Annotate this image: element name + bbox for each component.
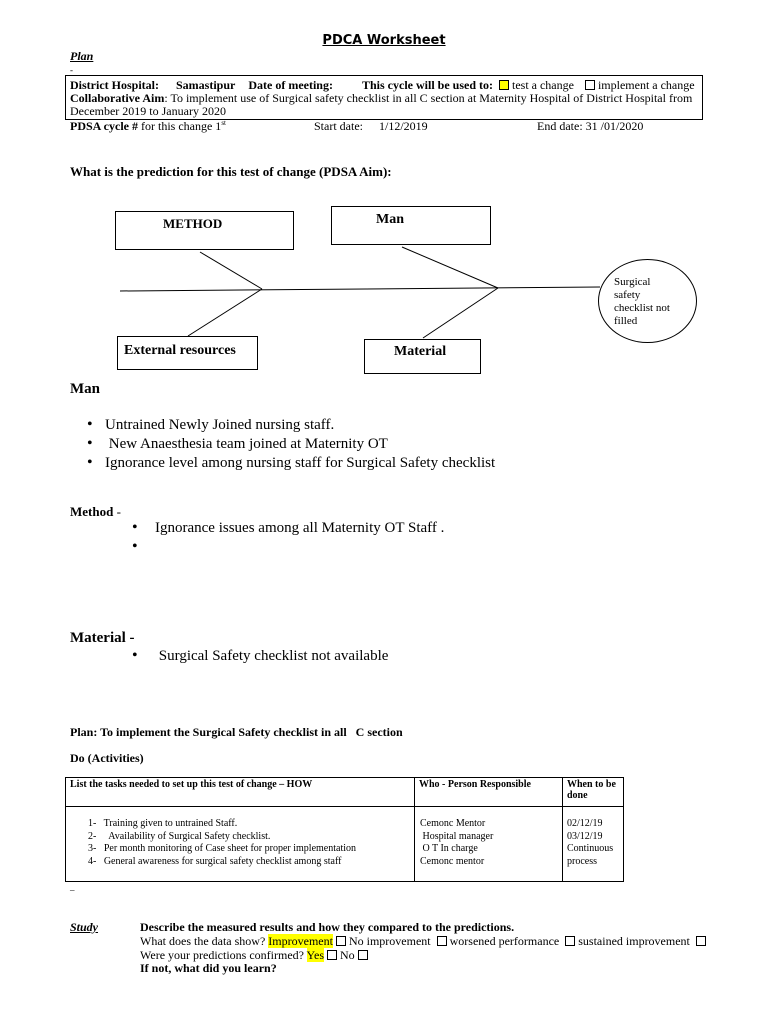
worsened-option: worsened performance (449, 934, 560, 948)
district-label: District Hospital: (70, 78, 159, 92)
do-label: Do (Activities) (70, 751, 144, 765)
external-resources-label: External resources (124, 343, 236, 358)
man-label: Man (376, 212, 404, 227)
effect-line-3: checklist not (614, 302, 670, 314)
sustained-checkbox[interactable] (696, 936, 706, 946)
method-item-1: • Ignorance issues among all Maternity OT Staff . (132, 520, 444, 539)
task-2: 2- Availability of Surgical Safety checklist. (88, 830, 271, 842)
when-cell (563, 807, 624, 882)
prediction-question: What is the prediction for this test of change (PDSA Aim): (70, 164, 392, 179)
material-heading: Material - (70, 630, 135, 646)
end-date: End date: 31 /01/2020 (537, 119, 644, 133)
man-heading: Man (70, 381, 100, 397)
pdsa-text: for this change 1 (141, 119, 222, 133)
man-box (331, 206, 491, 245)
small-dash-2: – (70, 885, 75, 895)
material-box (364, 339, 481, 374)
table-header-row (66, 778, 624, 807)
header-when: When to be done (563, 778, 624, 807)
man-item-2: • New Anaesthesia team joined at Maternity OT (87, 436, 495, 455)
no-checkbox[interactable] (358, 950, 368, 960)
task-4: 4- General awareness for surgical safety checklist among staff (88, 855, 342, 867)
tasks-cell (66, 807, 415, 882)
task-3: 3- Per month monitoring of Case sheet for proper implementation (88, 843, 356, 854)
start-date-value: 1/12/2019 (379, 119, 428, 133)
who-1: Cemonc Mentor (420, 818, 486, 829)
aim-label: Collaborative Aim (70, 91, 165, 105)
study-line-2 (140, 934, 709, 949)
effect-line-4: filled (614, 315, 638, 327)
pdsa-sup: st (221, 119, 226, 127)
material-list (132, 648, 388, 667)
header-tasks: List the tasks needed to set up this test of change – HOW (66, 778, 415, 807)
start-date-label: Start date: (314, 119, 363, 133)
yes-checkbox[interactable] (327, 950, 337, 960)
page-title: PDCA Worksheet (322, 33, 446, 48)
study-label: Study (70, 920, 99, 934)
table-body-row (66, 807, 624, 882)
improvement-option: Improvement (268, 934, 333, 948)
when-2: 03/12/19 (567, 830, 603, 842)
when-1: 02/12/19 (567, 818, 603, 829)
no-improvement-checkbox[interactable] (437, 936, 447, 946)
tasks-table (65, 777, 624, 882)
method-label: METHOD (163, 216, 223, 231)
plan-label: Plan (70, 49, 94, 63)
sustained-option: sustained improvement (578, 934, 690, 948)
method-box (115, 211, 294, 250)
implement-change-label: implement a change (597, 78, 695, 92)
cycle-label: This cycle will be used to: (361, 78, 493, 92)
external-resources-box (117, 336, 258, 370)
method-item-2 (132, 539, 444, 558)
material-label: Material (394, 344, 447, 359)
predictions-question: Were your predictions confirmed? (140, 948, 304, 962)
no-option: No (340, 948, 355, 962)
effect-line-1: Surgical (614, 276, 651, 288)
who-4: Cemonc mentor (420, 855, 485, 867)
aim-line-2: December 2019 to January 2020 (70, 104, 226, 118)
man-item-1: • Untrained Newly Joined nursing staff. (87, 417, 495, 436)
small-dash: - (70, 65, 73, 75)
meeting-label: Date of meeting: (248, 78, 333, 92)
pdsa-label: PDSA cycle # (70, 119, 138, 133)
who-3: O T In charge (420, 843, 478, 854)
plan-line: Plan: To implement the Surgical Safety checklist in all C section (70, 725, 403, 739)
method-heading (70, 504, 121, 520)
man-item-3: • Ignorance level among nursing staff for Surgical Safety checklist (87, 455, 495, 474)
material-item-1: • Surgical Safety checklist not available (132, 648, 388, 667)
aim-text: : To implement use of Surgical safety checklist in all C section at Maternity Hospital of District Hospital from (164, 91, 693, 105)
task-1: 1- Training given to untrained Staff. (88, 818, 238, 829)
yes-option: Yes (306, 948, 324, 962)
no-improvement-option: No improvement (348, 934, 431, 948)
man-list (87, 417, 495, 474)
header-who: Who - Person Responsible (415, 778, 563, 807)
who-cell (415, 807, 563, 882)
study-line-4: If not, what did you learn? (140, 961, 277, 975)
when-3: Continuous (567, 843, 614, 854)
method-heading-text: Method (70, 504, 114, 519)
method-heading-dash: - (116, 504, 121, 519)
worsened-checkbox[interactable] (565, 936, 575, 946)
effect-text (614, 276, 670, 328)
effect-line-2: safety (614, 289, 641, 301)
when-4: process (567, 855, 597, 867)
who-2: Hospital manager (420, 830, 494, 842)
method-list (132, 520, 444, 558)
test-change-label: test a change (511, 78, 574, 92)
district-value: Samastipur (176, 78, 236, 92)
study-line-1: Describe the measured results and how they compared to the predictions. (140, 920, 515, 934)
improvement-checkbox[interactable] (336, 936, 346, 946)
data-show-question: What does the data show? (140, 934, 266, 948)
